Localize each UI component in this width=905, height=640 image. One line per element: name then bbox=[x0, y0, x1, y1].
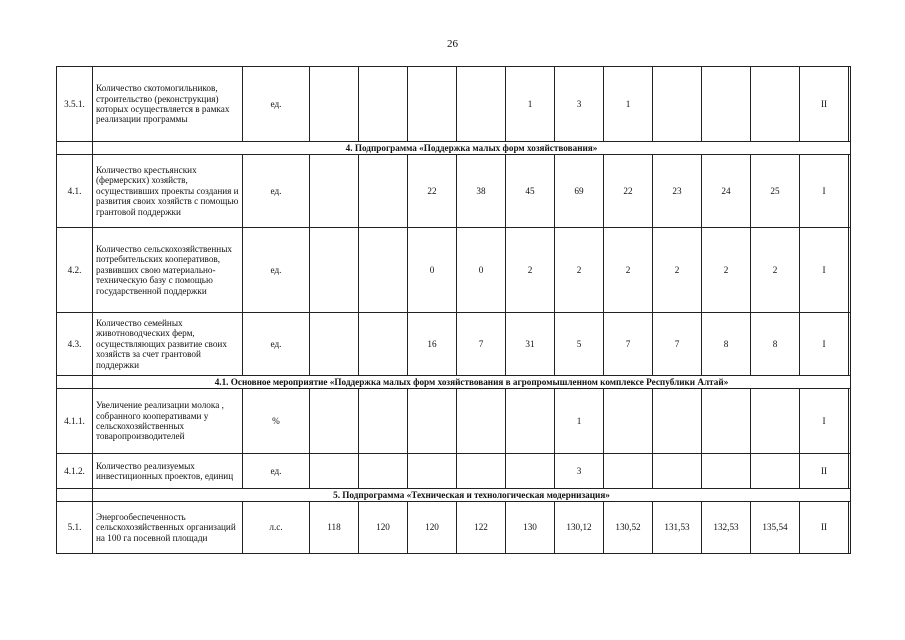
value-cell bbox=[653, 389, 702, 454]
value-cell: 120 bbox=[359, 502, 408, 554]
value-cell bbox=[653, 67, 702, 142]
value-cell: 120 bbox=[408, 502, 457, 554]
indicator-name: Количество реализуемых инвестиционных проектов, единиц bbox=[93, 454, 243, 489]
section-title: 4.1. Основное мероприятие «Поддержка малых форм хозяйствования в агропромышленном комплексе Республики Алтай» bbox=[93, 376, 851, 389]
value-cell bbox=[310, 228, 359, 313]
value-cell: 118 bbox=[310, 502, 359, 554]
value-cell bbox=[310, 155, 359, 228]
category-cell: II bbox=[800, 502, 849, 554]
category-cell: II bbox=[800, 67, 849, 142]
value-cell bbox=[457, 454, 506, 489]
value-cell bbox=[751, 389, 800, 454]
spacer-cell bbox=[849, 454, 851, 489]
indicator-name: Увеличение реализации молока , собранного кооперативами у сельскохозяйственных товаропроизводителей bbox=[93, 389, 243, 454]
unit-cell: ед. bbox=[243, 155, 310, 228]
table-row bbox=[57, 313, 851, 376]
value-cell: 69 bbox=[555, 155, 604, 228]
spacer-cell bbox=[849, 389, 851, 454]
value-cell: 22 bbox=[408, 155, 457, 228]
value-cell bbox=[702, 389, 751, 454]
value-cell bbox=[751, 454, 800, 489]
section-title: 4. Подпрограмма «Поддержка малых форм хозяйствования» bbox=[93, 142, 851, 155]
value-cell bbox=[359, 313, 408, 376]
value-cell bbox=[359, 155, 408, 228]
value-cell: 5 bbox=[555, 313, 604, 376]
value-cell: 1 bbox=[506, 67, 555, 142]
value-cell: 3 bbox=[555, 454, 604, 489]
value-cell: 0 bbox=[408, 228, 457, 313]
value-cell bbox=[653, 454, 702, 489]
value-cell bbox=[359, 228, 408, 313]
value-cell bbox=[408, 67, 457, 142]
unit-cell: ед. bbox=[243, 313, 310, 376]
value-cell: 23 bbox=[653, 155, 702, 228]
table-row bbox=[57, 502, 851, 554]
value-cell bbox=[310, 454, 359, 489]
value-cell bbox=[310, 389, 359, 454]
section-empty-cell bbox=[57, 489, 93, 502]
value-cell bbox=[702, 454, 751, 489]
value-cell: 16 bbox=[408, 313, 457, 376]
value-cell bbox=[702, 67, 751, 142]
spacer-cell bbox=[849, 313, 851, 376]
value-cell: 0 bbox=[457, 228, 506, 313]
value-cell bbox=[359, 67, 408, 142]
value-cell: 122 bbox=[457, 502, 506, 554]
indicator-name: Энергообеспеченность сельскохозяйственных организаций на 100 га посевной площади bbox=[93, 502, 243, 554]
value-cell: 7 bbox=[457, 313, 506, 376]
unit-cell: % bbox=[243, 389, 310, 454]
category-cell: I bbox=[800, 313, 849, 376]
value-cell: 31 bbox=[506, 313, 555, 376]
value-cell bbox=[506, 454, 555, 489]
row-number: 4.1.2. bbox=[57, 454, 93, 489]
page-number: 26 bbox=[447, 38, 458, 50]
value-cell: 8 bbox=[751, 313, 800, 376]
value-cell: 1 bbox=[555, 389, 604, 454]
value-cell: 2 bbox=[653, 228, 702, 313]
row-number: 4.1. bbox=[57, 155, 93, 228]
value-cell bbox=[604, 389, 653, 454]
category-cell: I bbox=[800, 155, 849, 228]
value-cell bbox=[359, 389, 408, 454]
value-cell: 25 bbox=[751, 155, 800, 228]
value-cell: 7 bbox=[653, 313, 702, 376]
indicators-table bbox=[56, 66, 851, 554]
table-row bbox=[57, 454, 851, 489]
value-cell bbox=[506, 389, 555, 454]
value-cell: 2 bbox=[751, 228, 800, 313]
value-cell: 2 bbox=[555, 228, 604, 313]
value-cell: 2 bbox=[506, 228, 555, 313]
table-row bbox=[57, 389, 851, 454]
table-row bbox=[57, 67, 851, 142]
value-cell: 8 bbox=[702, 313, 751, 376]
indicator-name: Количество сельскохозяйственных потребительских кооперативов, развивших свою материально-техническую базу с помощью государственной поддержки bbox=[93, 228, 243, 313]
value-cell bbox=[408, 454, 457, 489]
value-cell bbox=[457, 67, 506, 142]
value-cell: 130,52 bbox=[604, 502, 653, 554]
value-cell: 3 bbox=[555, 67, 604, 142]
value-cell bbox=[310, 67, 359, 142]
table-row bbox=[57, 155, 851, 228]
unit-cell: л.с. bbox=[243, 502, 310, 554]
category-cell: I bbox=[800, 228, 849, 313]
spacer-cell bbox=[849, 502, 851, 554]
category-cell: I bbox=[800, 389, 849, 454]
value-cell: 24 bbox=[702, 155, 751, 228]
value-cell: 135,54 bbox=[751, 502, 800, 554]
value-cell: 132,53 bbox=[702, 502, 751, 554]
table-row bbox=[57, 228, 851, 313]
spacer-cell bbox=[849, 67, 851, 142]
section-title: 5. Подпрограмма «Техническая и технологическая модернизация» bbox=[93, 489, 851, 502]
value-cell bbox=[457, 389, 506, 454]
value-cell bbox=[310, 313, 359, 376]
unit-cell: ед. bbox=[243, 228, 310, 313]
value-cell: 131,53 bbox=[653, 502, 702, 554]
row-number: 4.1.1. bbox=[57, 389, 93, 454]
row-number: 5.1. bbox=[57, 502, 93, 554]
section-header-row bbox=[57, 489, 851, 502]
value-cell: 2 bbox=[702, 228, 751, 313]
value-cell: 45 bbox=[506, 155, 555, 228]
category-cell: II bbox=[800, 454, 849, 489]
row-number: 3.5.1. bbox=[57, 67, 93, 142]
value-cell: 130 bbox=[506, 502, 555, 554]
value-cell bbox=[604, 454, 653, 489]
value-cell: 2 bbox=[604, 228, 653, 313]
spacer-cell bbox=[849, 155, 851, 228]
indicator-name: Количество крестьянских (фермерских) хозяйств, осуществивших проекты создания и развития своих хозяйств с помощью грантовой поддержки bbox=[93, 155, 243, 228]
value-cell bbox=[751, 67, 800, 142]
row-number: 4.2. bbox=[57, 228, 93, 313]
unit-cell: ед. bbox=[243, 454, 310, 489]
section-empty-cell bbox=[57, 376, 93, 389]
value-cell: 130,12 bbox=[555, 502, 604, 554]
value-cell: 1 bbox=[604, 67, 653, 142]
value-cell: 22 bbox=[604, 155, 653, 228]
value-cell bbox=[408, 389, 457, 454]
value-cell bbox=[359, 454, 408, 489]
unit-cell: ед. bbox=[243, 67, 310, 142]
value-cell: 38 bbox=[457, 155, 506, 228]
indicator-name: Количество семейных животноводческих ферм, осуществляющих развитие своих хозяйств за счет грантовой поддержки bbox=[93, 313, 243, 376]
section-header-row bbox=[57, 376, 851, 389]
section-header-row bbox=[57, 142, 851, 155]
section-empty-cell bbox=[57, 142, 93, 155]
indicator-name: Количество скотомогильников, строительство (реконструкция) которых осуществляется в рамках реализации программы bbox=[93, 67, 243, 142]
spacer-cell bbox=[849, 228, 851, 313]
row-number: 4.3. bbox=[57, 313, 93, 376]
value-cell: 7 bbox=[604, 313, 653, 376]
